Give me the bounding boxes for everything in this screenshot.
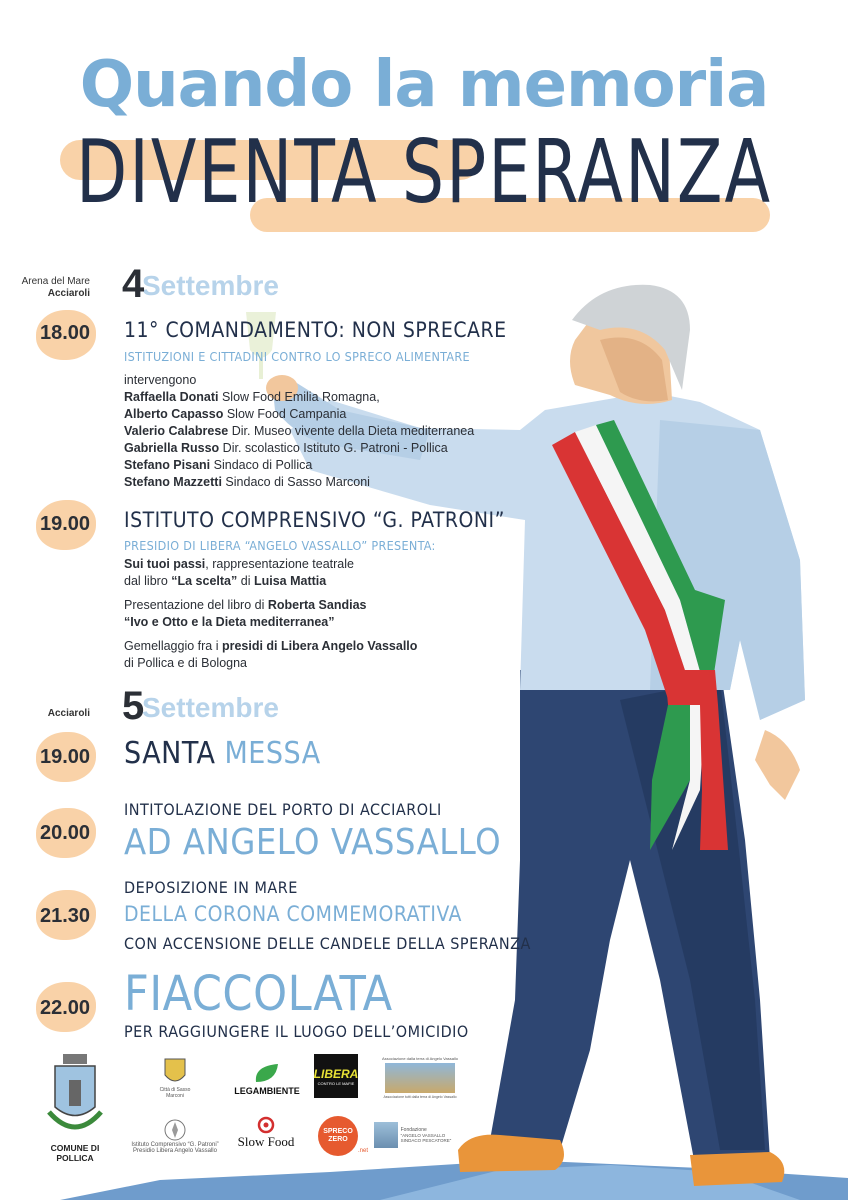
event5-line3: CON ACCENSIONE DELLE CANDELE DELLA SPERANZA (124, 934, 531, 953)
libera-logo: LIBERA CONTRO LE MAFIE (314, 1054, 358, 1098)
speaker-row: Valerio Calabrese Dir. Museo vivente della Dieta mediterranea (124, 424, 475, 438)
day1-date (122, 262, 279, 307)
day2-number: 5 (122, 684, 145, 728)
left-shoe (458, 1135, 564, 1172)
event2-subtitle: PRESIDIO DI LIBERA “ANGELO VASSALLO” PRESENTA: (124, 538, 436, 553)
republic-emblem-icon (164, 1118, 186, 1142)
event5-line2: DELLA CORONA COMMEMORATIVA (124, 902, 462, 926)
event2-time: 19.00 (40, 513, 91, 535)
event5-line1: DEPOSIZIONE IN MARE (124, 878, 298, 897)
day1-month: Settembre (142, 270, 279, 301)
speaker-row: Gabriella Russo Dir. scolastico Istituto G. Patroni - Pollica (124, 441, 448, 455)
slowfood-logo: Slow Food (228, 1112, 304, 1154)
right-hand (755, 730, 800, 800)
right-shoe (690, 1152, 784, 1186)
association-logo: Associazione dalla terra di Angelo Vassallo Associazione tutti dalla terra di Angelo Vassallo (382, 1055, 458, 1099)
event1-intro: intervengono (124, 373, 197, 387)
event5-time: 21.30 (40, 905, 91, 927)
speaker-row: Alberto Capasso Slow Food Campania (124, 407, 347, 421)
sasso-marconi-logo: Città di Sasso Marconi (150, 1052, 200, 1104)
event2-title: ISTITUTO COMPRENSIVO “G. PATRONI” (124, 508, 505, 532)
snail-icon (256, 1116, 276, 1134)
event2-details: Sui tuoi passi, rappresentazione teatrale dal libro “La scelta” di Luisa Mattia Presentazione del libro di Roberta Sandias “Ivo e Otto e la Dieta mediterranea” Gemellaggio fra i presidi di Libera Angelo Vassallo di Pollica e di Bologna (124, 557, 418, 670)
event3-time: 19.00 (40, 746, 91, 768)
day1-number: 4 (122, 262, 145, 306)
event1-speakers (124, 372, 524, 491)
event3-title: SANTA MESSA (124, 736, 321, 771)
day2-month: Settembre (142, 692, 279, 723)
event1-subtitle: ISTITUZIONI E CITTADINI CONTRO LO SPRECO ALIMENTARE (124, 349, 470, 364)
speaker-row: Raffaella Donati Slow Food Emilia Romagna, (124, 390, 380, 404)
event4-line2: AD ANGELO VASSALLO (124, 822, 502, 863)
legambiente-leaf-icon (252, 1062, 282, 1086)
sash-knot (665, 670, 718, 705)
event4-time: 20.00 (40, 822, 91, 844)
fondazione-photo (374, 1122, 398, 1148)
sprecozero-logo: SPRECO ZERO .net (316, 1114, 360, 1158)
day1-venue: Arena del Mare Acciaroli (21, 276, 90, 299)
title-line2: DIVENTA SPERANZA (75, 122, 772, 224)
speaker-row: Stefano Mazzetti Sindaco di Sasso Marconi (124, 475, 370, 489)
fondazione-logo: Fondazione “ANGELO VASSALLO SINDACO PESCATORE” (374, 1118, 464, 1152)
event6-line1: FIACCOLATA (124, 966, 393, 1022)
sasso-crest-icon (163, 1057, 187, 1087)
association-photo (385, 1063, 455, 1093)
event1-time: 18.00 (40, 322, 91, 344)
event6-line2: PER RAGGIUNGERE IL LUOGO DELL’OMICIDIO (124, 1022, 469, 1041)
day2-date (122, 684, 279, 729)
pollica-logo: COMUNE DI POLLICA (34, 1052, 116, 1163)
legambiente-logo: LEGAMBIENTE (232, 1058, 302, 1100)
event1-title: 11° COMANDAMENTO: NON SPRECARE (124, 318, 507, 342)
pollica-crest-icon (45, 1052, 105, 1138)
event4-line1: INTITOLAZIONE DEL PORTO DI ACCIAROLI (124, 800, 442, 819)
day2-venue: Acciaroli (47, 708, 90, 719)
sprecozero-badge: SPRECO ZERO (318, 1116, 358, 1156)
speaker-row: Stefano Pisani Sindaco di Pollica (124, 458, 313, 472)
event6-time: 22.00 (40, 997, 91, 1019)
title-line1: Quando la memoria (79, 48, 769, 122)
istituto-logo: Istituto Comprensivo “G. Patroni” Presidio Libera Angelo Vassallo (130, 1112, 220, 1160)
